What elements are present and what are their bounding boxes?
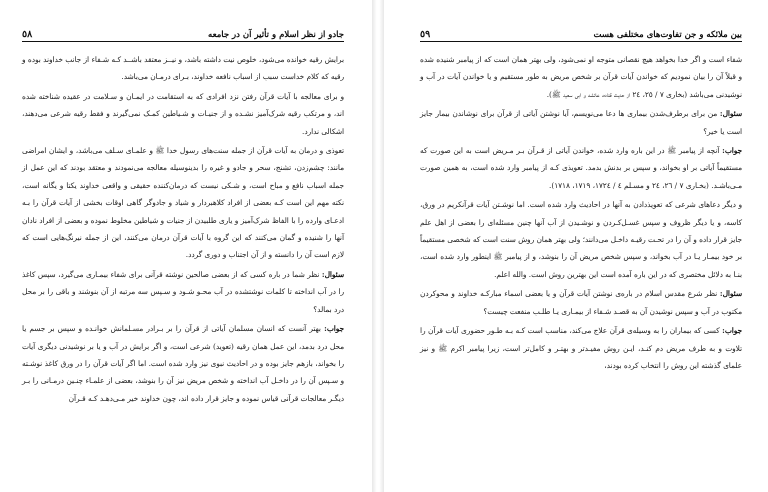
answer-label: جواب: <box>722 146 742 156</box>
left-paragraph-1: برایش رقیه خوانده می‌شود، خلوص نیت داشته باشد، و نیــز معتقد باشــد کـه شـفاء از جانب خداوند بوده و رقیه که کلام خداست سبب از اسباب نافعه خداوند، بـرای درمـان می‌باشد. <box>22 55 344 82</box>
right-header-rule <box>420 41 742 42</box>
right-page-header-title: بین ملائکه و جن تفاوت‌های مختلفی هست <box>593 30 742 40</box>
right-page <box>384 0 768 492</box>
right-paragraph-1: شفاء است و اگر خدا بخواهد هیچ نقصانی متوجه او نمی‌شود، ولی بهتر همان است که از پیامبر شنیده شده و قبلاً آن را بیان نمودیم که خواندن آیات قرآن بر شخص مریض به طور مستقیم و یا خواندن آیات در آب و نوشیدنی می‌باشد (بخاری ٧ / ٢٥، ٢٤ از حدیث قتاده، عائشه و ابی سعید ﷺ). <box>420 55 742 99</box>
left-answer-paragraph: جواب: بهتر آنست که انسان مسلمان آیاتی از قرآن را بر بـرادر مسـلمانش خوانـده و سپس بر جسم یا محل درد بدمد، این عمل همان رقیه (تعوید) شرعی است، و اگر برایش در آب و یا بر نوشیدنی دیگری آیات را بخواند، بازهم جایز بوده و در احادیث نبوی نیز وارد شده است. اما اگر آیات قرآن را در ورق کاغذ نوشـته و سـپس آن را در داخـل آب انداخته و شخص مریض نیز آن را بنوشد، بعضی از علمـاء چنـین درمـانی را بـر دیگـر معالجات قرآنی قیاس نموده و جایز قرار داده اند، چون خداوند خیر مـی‌دهـد کـه قـرآن <box>22 324 344 403</box>
book-gutter <box>372 0 384 492</box>
answer-label: جواب: <box>324 324 344 334</box>
right-question-paragraph-2: سئوال: نظر شرع مقدس اسلام در باره‌ی نوشتن آیات قرآن و یا بعضی اسماء مبارکـه خداوند و محوکردن مکتوب در آب و سپس نوشیدن آن به قصـد شـفاء از بیمـاری یـا طلـب منفعت چیست؟ <box>420 289 742 316</box>
right-answer-paragraph-2: جواب: کسی که بیماران را به وسیله‌ی قرآن علاج می‌کند، مناسب است کـه بـه طـور حضوری آیات قرآن را تلاوت و به طرف مریض دم کنـد، ایـن روش مفیـدتر و بهتـر و کامل‌تر است، زیرا پیامبر اکرم ﷺ و نیز علمای گذشته این روش را انتخاب کرده بودند، <box>420 326 742 370</box>
right-answer-paragraph-1: جواب: آنچه از پیامبر ﷺ در این باره وارد شده، خواندن آیاتی از قـرآن بـر مـریض است به این صورت که مستقیماً آیاتی بر او بخواند، و سپس بر بدنش بدمد. تعویذی کـه از پیامبر وارد شده است، به همین صورت مـی‌باشـد. (بخـاری ٧ / ٢٦، ٢٤ و مسـلم ٤ / ١٧٢٤، ١٧١٩، ١٧١٨). <box>420 146 742 190</box>
right-question-paragraph-1: سئوال: من برای برطرف‌شدن بیماری ها دعا می‌نویسم، آیا نوشتن آیاتی از قرآن برای نوشاندن بیمار جایز است یا خیر؟ <box>420 109 742 136</box>
left-page-header-title: جادو از نظر اسلام و تأثیر آن در جامعه <box>208 30 344 40</box>
question-label: سئوال: <box>719 109 742 119</box>
left-page <box>0 0 372 492</box>
left-header-rule <box>22 41 344 42</box>
answer-label: جواب: <box>722 326 742 336</box>
right-page-number: ٥٩ <box>420 29 431 40</box>
left-question-paragraph: سئوال: نظر شما در باره کسی که از بعضی صالحین نوشته قرآنی برای شفاء بیمـاری می‌گیرد، سپس کاغذ را در آب انداخته تا کلمات نوشتشده در آب محـو شـود و سـپس سه مرتبه از آن بنوشند و باقی را بر محل درد بمالد؟ <box>22 269 344 314</box>
left-page-header <box>22 26 344 40</box>
right-page-header <box>420 26 742 40</box>
question-label: سئوال: <box>321 269 344 279</box>
left-paragraph-2: و برای معالجه با آیات قرآن رفتن نزد افرادی که به استقامت در ایمـان و سـلامت در عقیده شناخته شده اند، و مرتکب رقیه شرک‌آمیز نشـده و از جنیـات و شـیاطین کمـک نمی‌گیرند و فقط رقیه شرعی می‌دهند، اشکالی ندارد. <box>22 91 344 136</box>
right-paragraph-4: و دیگر دعاهای شرعی که تعویذدادن به آنها در احادیث وارد شده است. اما نوشـتن آیات قرآنکریم در ورق، کاسه، و یا دیگر ظروف و سپس غسـل‌کـردن و نوشـیدن از آب آنها چنین مسئله‌ای را بعضی از اهل علم جایز قرار داده و آن را در تحـت رقیـه داخـل می‌دانند؛ ولی بهتر همان روش سنت است که شخصی مستقیماً بر خود بیمـار یـا در آب بخواند، و سپس شخص مریض آن را بنوشد، و از پیامبر ﷺ اینطور وارد شده است، بنـا به دلائل مختصری که در این باره آمده است این بهترین روش است. والله اعلم. <box>420 200 742 279</box>
left-page-number: ٥٨ <box>22 29 33 40</box>
left-paragraph-3: تعوذی و درمان به آیات قرآن از جمله سنت‌های رسول خدا ﷺ و علمـای سـلف می‌باشد، و ایشان امراضی مانند: چشم‌زدن، تشنج، سحر و جادو و غیره را بدینوسیله معالجه می‌نمودند و معتقد بودند که این عمل از جمله اسباب نافع و مباح است، و شـکی نیست که درمان‌کننده حقیقی و واقعی خداوند یکتا و یگانه است، نکته مهم این است کـه بعضی از افراد کلاهبردار و شیاد و جادوگر گاهی اوقات بخشی از آیات قرآن را بـه ادعـای وارده را با الفاظ شرک‌آمیز و یاری طلبیدن از جنیات و شیاطین مخلوط نموده و بعضی از افراد نادان آنها را شنیده و گمان می‌کنند که این گروه با آیات قرآن درمان می‌کنند، این از جمله نیرنگ‌هایی است که لازم است آن را دانسته و از آن اجتناب و دوری گردد. <box>22 146 344 260</box>
question-label: سئوال: <box>719 289 742 299</box>
